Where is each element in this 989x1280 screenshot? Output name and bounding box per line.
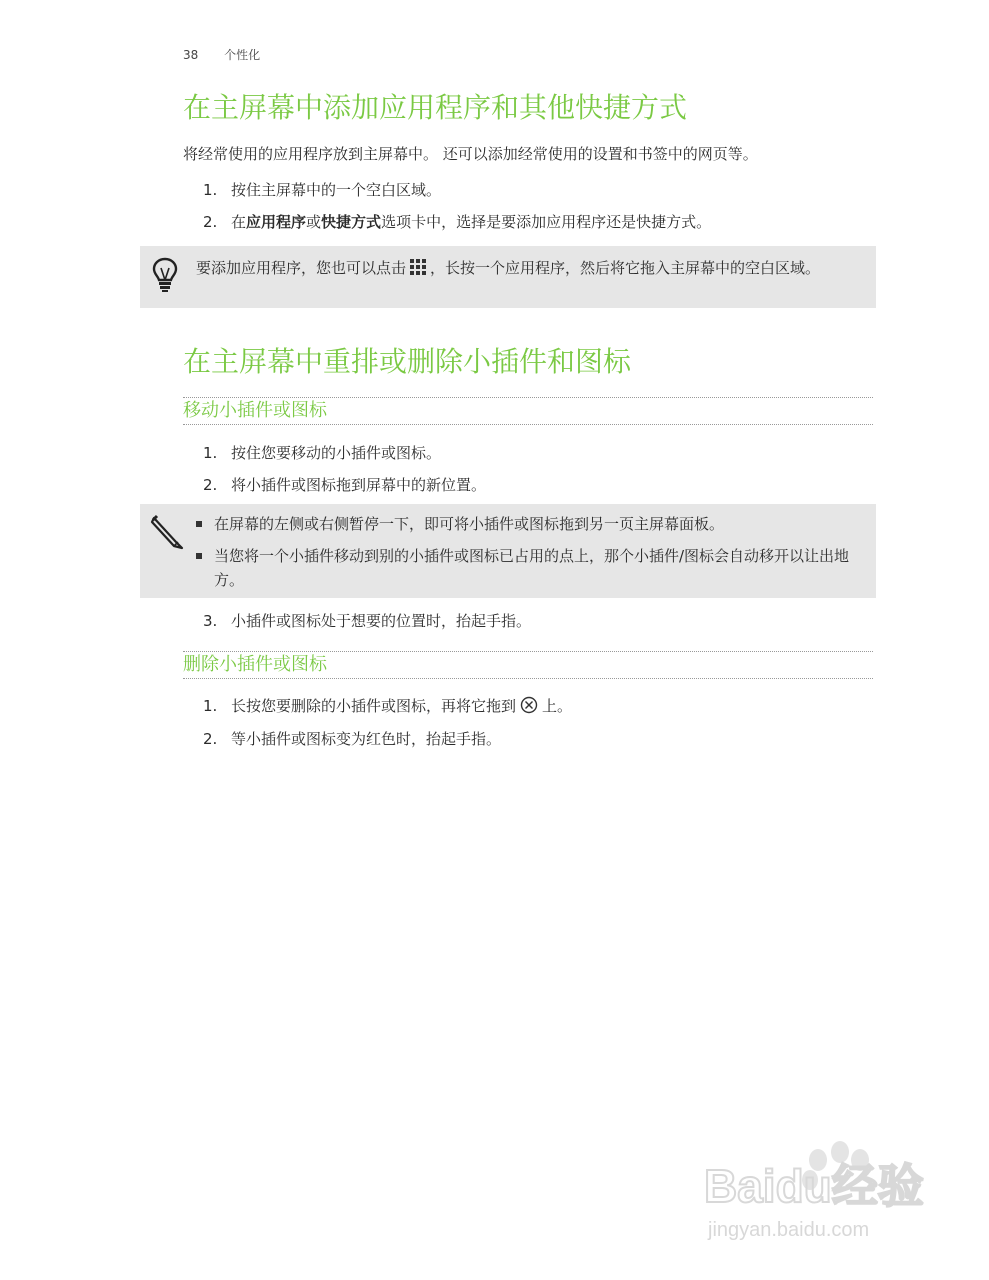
subsection-remove-title: 删除小插件或图标	[183, 651, 873, 679]
all-apps-grid-icon	[410, 259, 426, 275]
subsection-move-title: 移动小插件或图标	[183, 397, 873, 425]
list-item: 1. 长按您要删除的小插件或图标，再将它拖到 上。	[203, 697, 573, 715]
page-header	[183, 46, 260, 63]
section1-title: 在主屏幕中添加应用程序和其他快捷方式	[183, 91, 688, 124]
watermark-url: jingyan.baidu.com	[708, 1219, 870, 1241]
note-bullet: 在屏幕的左侧或右侧暂停一下，即可将小插件或图标拖到另一页主屏幕面板。	[196, 512, 866, 536]
section2-title: 在主屏幕中重排或删除小插件和图标	[183, 345, 632, 378]
list-item: 2. 等小插件或图标变为红色时，抬起手指。	[203, 730, 502, 748]
section1-intro: 将经常使用的应用程序放到主屏幕中。 还可以添加经常使用的设置和书签中的网页等。	[183, 145, 758, 163]
list-item: 2. 将小插件或图标拖到屏幕中的新位置。	[203, 476, 487, 494]
list-item: 3. 小插件或图标处于想要的位置时，抬起手指。	[203, 612, 532, 630]
tip-text: 要添加应用程序，您也可以点击 ，长按一个应用程序，然后将它拖入主屏幕中的空白区域。	[196, 259, 821, 277]
watermark-brand: Baidu经验	[704, 1160, 924, 1212]
section-name: 个性化	[224, 48, 261, 62]
list-item: 1. 按住主屏幕中的一个空白区域。	[203, 181, 442, 199]
tip-box	[140, 246, 876, 308]
remove-circle-icon	[520, 696, 538, 714]
baidu-jingyan-watermark	[700, 1130, 940, 1250]
note-box	[140, 504, 876, 598]
pencil-icon	[150, 512, 186, 552]
list-item: 2. 在应用程序或快捷方式选项卡中，选择是要添加应用程序还是快捷方式。	[203, 213, 712, 231]
lightbulb-icon	[150, 256, 180, 294]
page-number: 38	[183, 48, 199, 62]
note-bullet: 当您将一个小插件移动到别的小插件或图标已占用的点上，那个小插件/图标会自动移开以让出地方。	[196, 544, 866, 592]
list-item: 1. 按住您要移动的小插件或图标。	[203, 444, 442, 462]
